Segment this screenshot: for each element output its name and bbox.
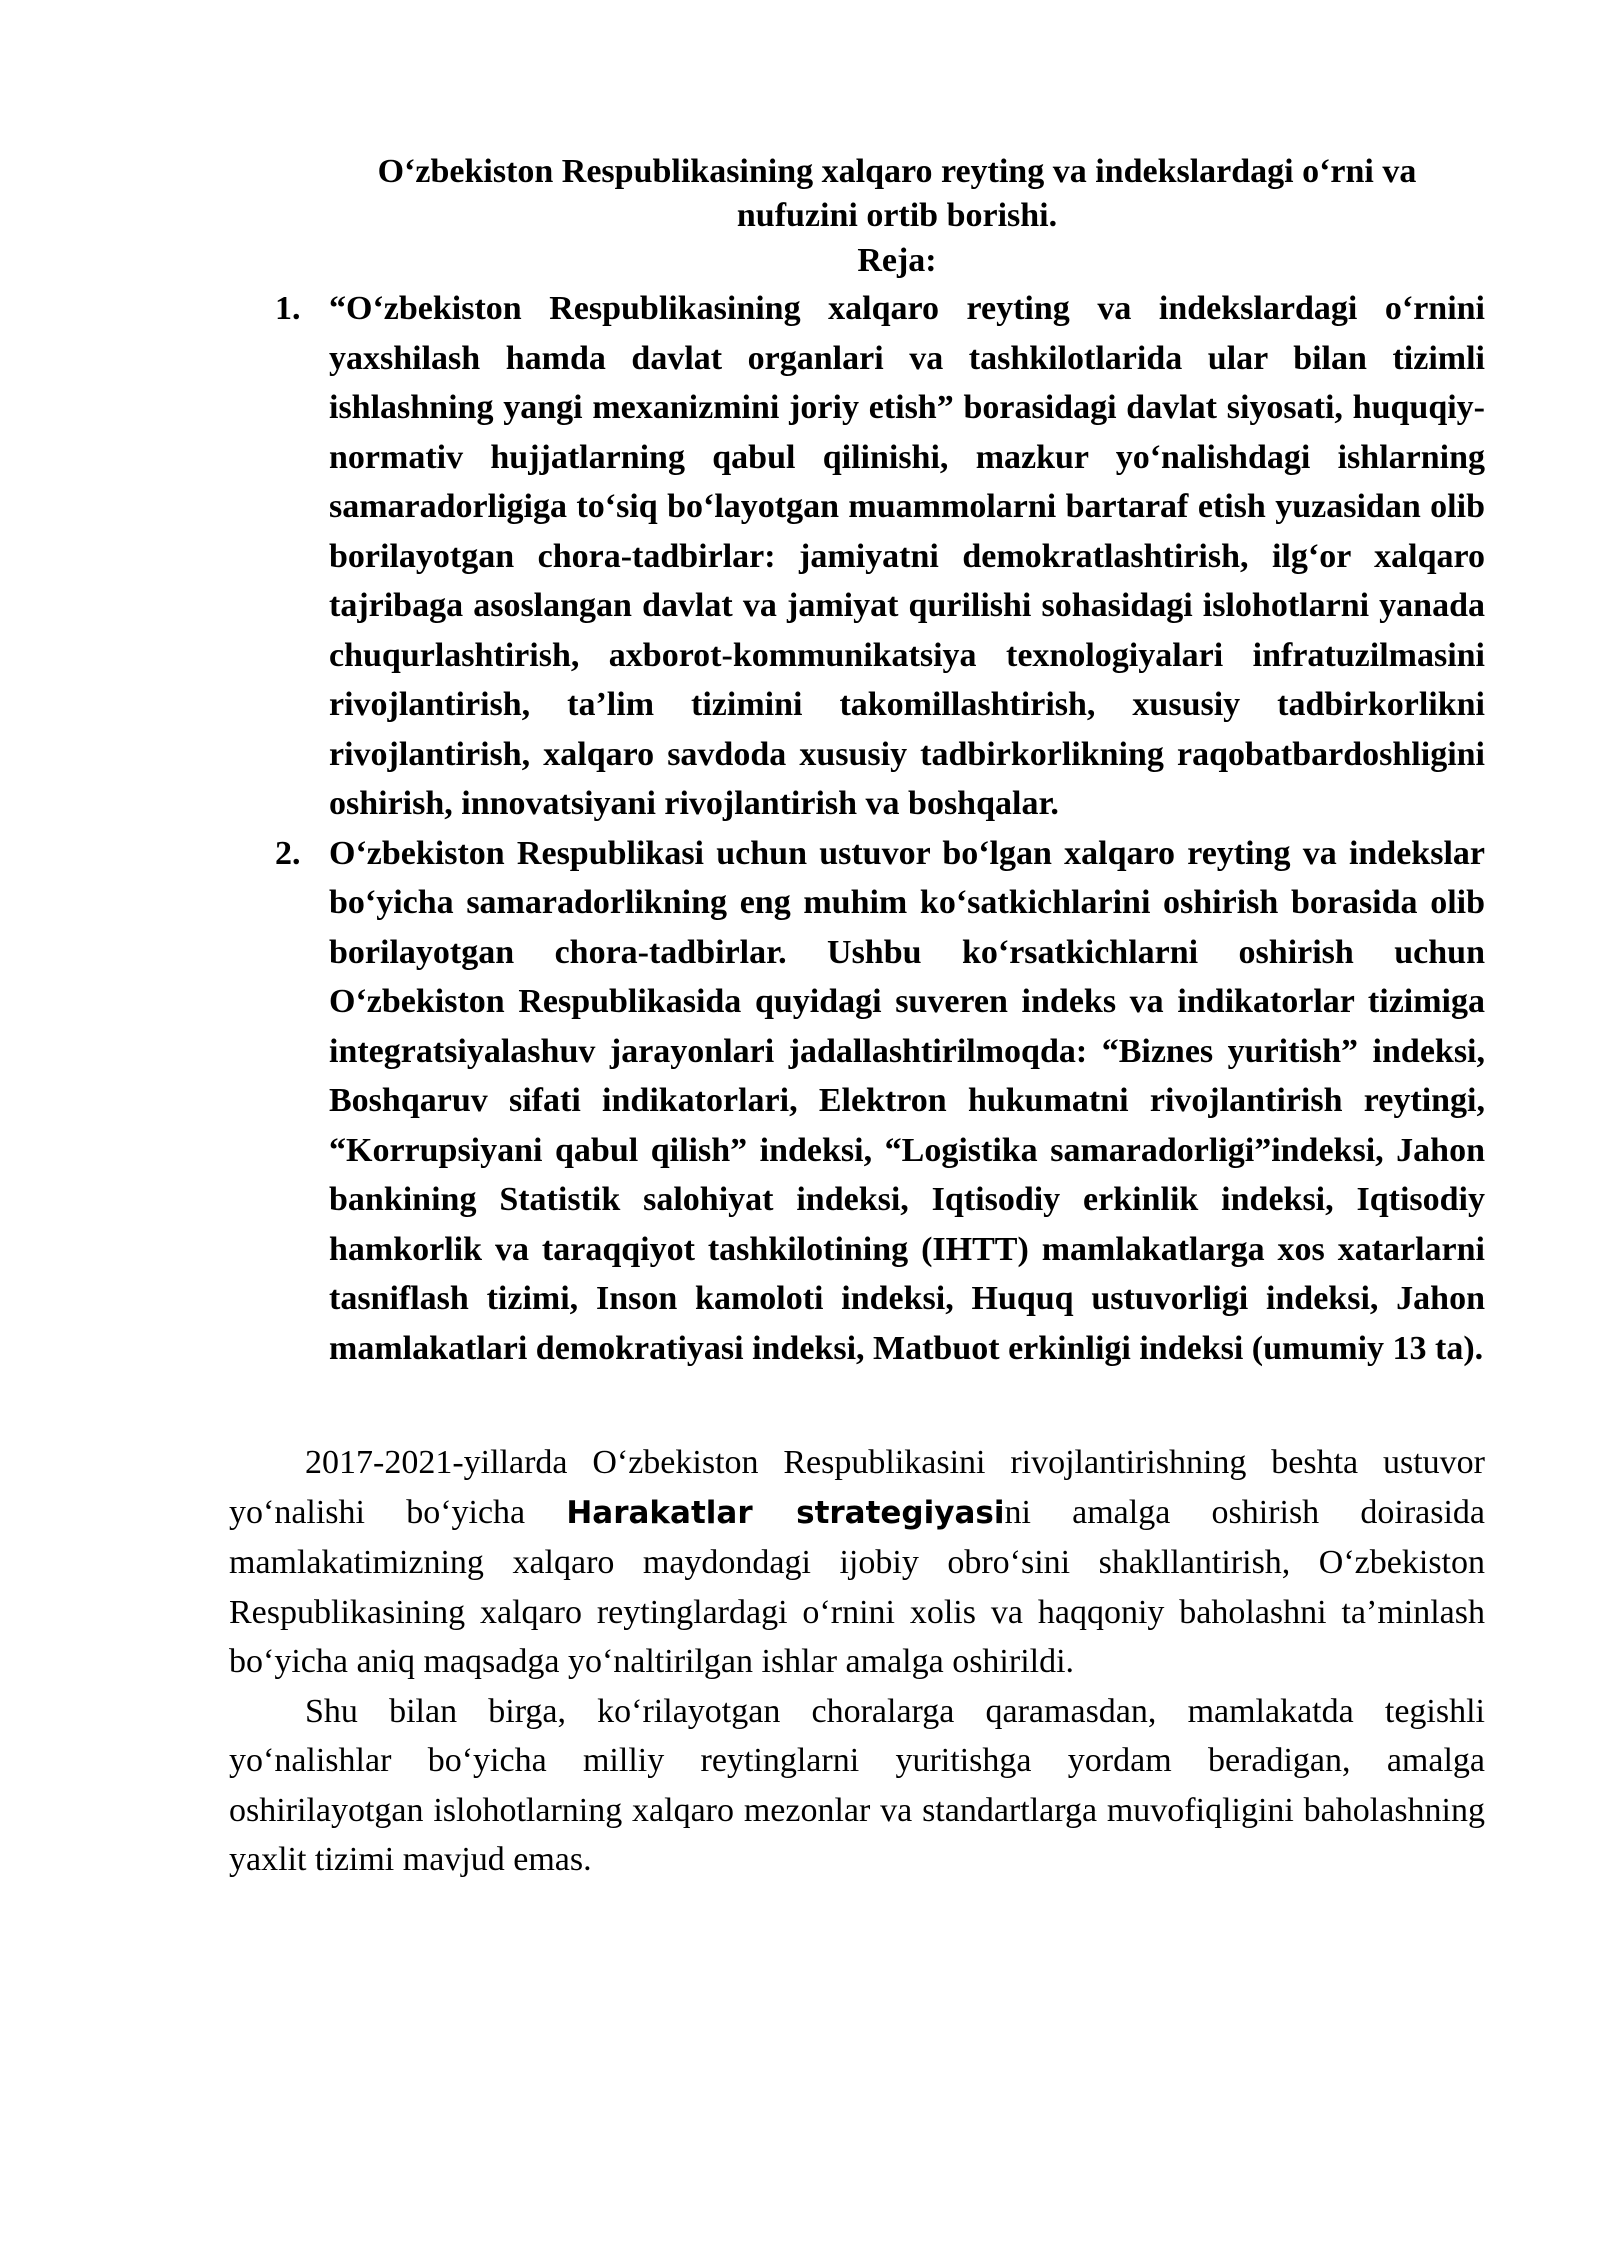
strategy-emphasis: Harakatlar strategiyasi — [566, 1494, 1005, 1531]
plan-item-2 — [229, 829, 1485, 1374]
plan-item-text: O‘zbekiston Respublikasi uchun ustuvor bo‘lgan xalqaro reyting va indekslar bo‘yicha samaradorlikning eng muhim ko‘satkichlarini oshirish borasida olib borilayotgan chora-tadbirlar. Ushbu ko‘rsatkichlarni oshirish uchun O‘zbekiston Respublikasida quyidagi suveren indeks va indikatorlar tizimiga integratsiyalashuv jarayonlari jadallashtirilmoqda: “Biznes yuritish” indeksi, Boshqaruv sifati indikatorlari, Elektron hukumatni rivojlantirish reytingi, “Korrupsiyani qabul qilish” indeksi, “Logistika samaradorligi”indeksi, Jahon bankining Statistik salohiyat indeksi, Iqtisodiy erkinlik indeksi, Iqtisodiy hamkorlik va taraqqiyot tashkilotining (IHTT) mamlakatlarga xos xatarlarni tasniflash tizimi, Inson kamoloti indeksi, Huquq ustuvorligi indeksi, Jahon mamlakatlari demokratiyasi indeksi, Matbuot erkinligi indeksi (umumiy 13 ta). — [329, 834, 1485, 1367]
paragraph-1-end: ni amalga oshirish doirasida mamlakatimizning xalqaro maydondagi ijobiy obro‘sini shakllantirish, O‘zbekiston Respublikasining xalqaro reytinglardagi o‘rnini xolis va haqqoniy baholashni ta’minlash bo‘yicha aniq maqsadga yo‘naltirilgan ishlar amalga oshirildi. — [229, 1493, 1486, 1680]
plan-item-text: “O‘zbekiston Respublikasining xalqaro reyting va indekslardagi o‘rnini yaxshilash hamda davlat organlari va tashkilotlarida ular bilan tizimli ishlashning yangi mexanizmini joriy etish” borasidagi davlat siyosati, huquqiy-normativ hujjatlarning qabul qilinishi, mazkur yo‘nalishdagi ishlarning samaradorligiga to‘siq bo‘layotgan muammolarni bartaraf etish yuzasidan olib borilayotgan chora-tadbirlar: jamiyatni demokratlashtirish, ilg‘or xalqaro tajribaga asoslangan davlat va jamiyat qurilishi sohasidagi islohotlarni yanada chuqurlashtirish, axborot-kommunikatsiya texnologiyalari infratuzilmasini rivojlantirish, ta’lim tizimini takomillashtirish, xususiy tadbirkorlikni rivojlantirish, xalqaro savdoda xususiy tadbirkorlikning raqobatbardoshligini oshirish, innovatsiyani rivojlantirish va boshqalar. — [329, 290, 1485, 822]
document-title — [229, 150, 1485, 238]
body-text — [229, 1438, 1485, 1885]
plan-item-number: 2. — [275, 834, 301, 872]
title-line-2: nufuzini ortib borishi. — [736, 197, 1058, 234]
plan-heading: Reja: — [857, 242, 937, 279]
document-page — [229, 150, 1485, 1885]
plan-item-number: 1. — [275, 290, 301, 327]
paragraph-1-start: 2017-2021-yillarda O‘zbekiston Respublikasini rivojlantirishning beshta ustuvor yo‘nalishi bo‘yicha — [229, 1444, 1485, 1531]
plan-list — [229, 284, 1485, 1373]
plan-item-1 — [229, 284, 1485, 829]
paragraph-1 — [229, 1438, 1485, 1687]
paragraph-2: Shu bilan birga, ko‘rilayotgan choralarga qaramasdan, mamlakatda tegishli yo‘nalishlar bo‘yicha milliy reytinglarni yuritishga yordam beradigan, amalga oshirilayotgan islohotlarning xalqaro mezonlar va standartlarga muvofiqligini baholashning yaxlit tizimi mavjud emas. — [229, 1692, 1485, 1878]
title-line-1: O‘zbekiston Respublikasining xalqaro reyting va indekslardagi o‘rni va — [377, 153, 1417, 190]
